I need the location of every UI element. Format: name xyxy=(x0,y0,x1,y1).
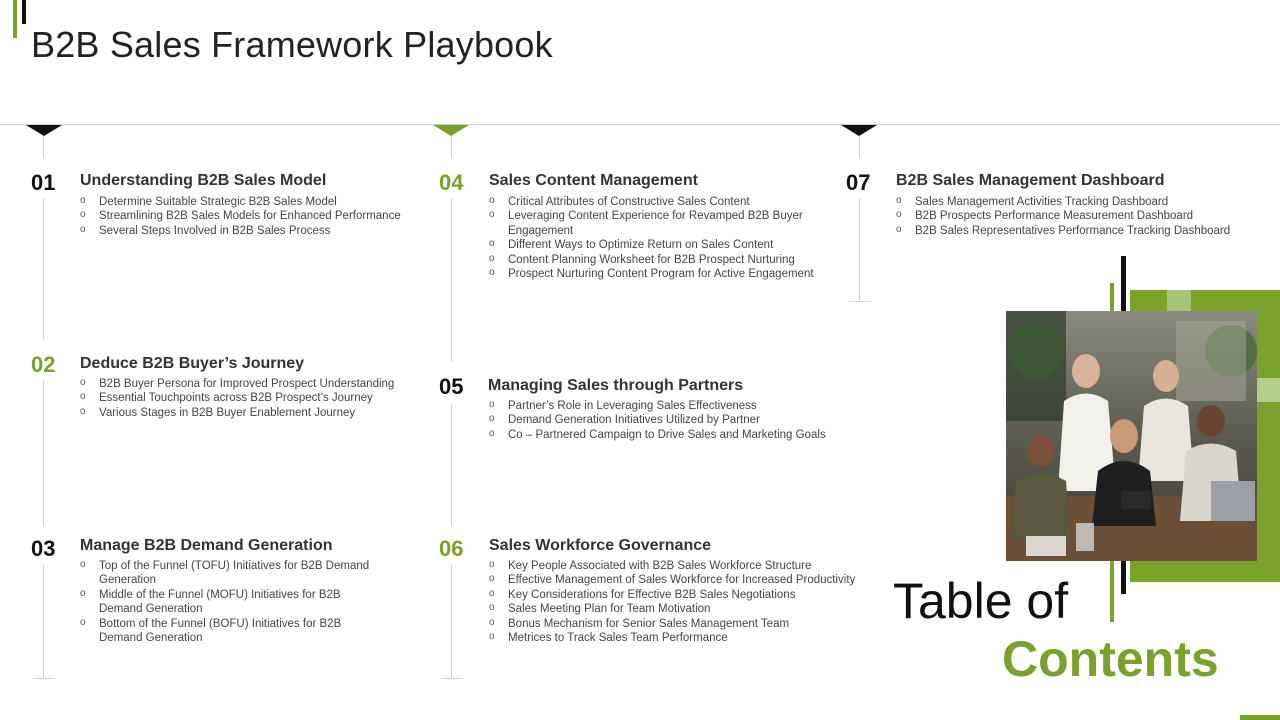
section-number-06: 06 xyxy=(439,536,464,561)
list-item[interactable]: o Different Ways to Optimize Return on Sales Content xyxy=(489,238,839,252)
list-item[interactable]: o Content Planning Worksheet for B2B Prospect Nurturing xyxy=(489,253,839,267)
list-item[interactable]: o Several Steps Involved in B2B Sales Process xyxy=(80,224,430,238)
section-title-05[interactable]: Managing Sales through Partners xyxy=(488,377,744,394)
list-item[interactable]: o Demand Generation Initiatives Utilized by Partner xyxy=(489,413,849,427)
section-title-04[interactable]: Sales Content Management xyxy=(489,172,698,189)
section-items-05 xyxy=(489,399,849,442)
section-title-01[interactable]: Understanding B2B Sales Model xyxy=(80,172,327,189)
title-accent-black-bar xyxy=(22,0,26,24)
list-item[interactable]: o Determine Suitable Strategic B2B Sales Model xyxy=(80,195,430,209)
section-title-03[interactable]: Manage B2B Demand Generation xyxy=(80,537,333,554)
column-2-timeline xyxy=(451,565,452,678)
list-item[interactable]: o Bonus Mechanism for Senior Sales Management Team xyxy=(489,617,879,631)
toc-heading-line1: Table of xyxy=(893,573,1069,629)
list-item[interactable]: o B2B Sales Representatives Performance Tracking Dashboard xyxy=(896,224,1266,238)
list-item[interactable]: o Leveraging Content Experience for Revamped B2B Buyer Engagement xyxy=(489,209,809,238)
column-2-timeline-end xyxy=(441,678,463,679)
column-3-timeline xyxy=(859,136,860,158)
section-number-05: 05 xyxy=(439,374,464,399)
section-items-01 xyxy=(80,195,430,238)
section-items-03 xyxy=(80,559,380,645)
page-title: B2B Sales Framework Playbook xyxy=(31,24,553,65)
bottom-right-accent-bar xyxy=(1240,715,1280,720)
team-photo xyxy=(1006,311,1257,561)
list-item[interactable]: o Various Stages in B2B Buyer Enablement Journey xyxy=(80,406,430,420)
column-3-timeline xyxy=(859,198,860,301)
toc-heading-line2: Contents xyxy=(1002,631,1219,687)
list-item[interactable]: o Middle of the Funnel (MOFU) Initiatives for B2B Demand Generation xyxy=(80,588,380,617)
decorative-black-bar xyxy=(1121,256,1126,314)
header-divider xyxy=(0,124,1280,125)
list-item[interactable]: o Co – Partnered Campaign to Drive Sales and Marketing Goals xyxy=(489,428,849,442)
list-item[interactable]: o Partner’s Role in Leveraging Sales Effectiveness xyxy=(489,399,849,413)
section-title-07[interactable]: B2B Sales Management Dashboard xyxy=(896,172,1165,189)
list-item[interactable]: o B2B Buyer Persona for Improved Prospect Understanding xyxy=(80,377,430,391)
list-item[interactable]: o Streamlining B2B Sales Models for Enhanced Performance xyxy=(80,209,430,223)
list-item[interactable]: o Top of the Funnel (TOFU) Initiatives for B2B Demand Generation xyxy=(80,559,380,588)
list-item[interactable]: o Key Considerations for Effective B2B Sales Negotiations xyxy=(489,588,879,602)
section-title-02[interactable]: Deduce B2B Buyer’s Journey xyxy=(80,355,305,372)
list-item[interactable]: o Essential Touchpoints across B2B Prospect’s Journey xyxy=(80,391,430,405)
section-number-03: 03 xyxy=(31,536,56,561)
column-1-timeline xyxy=(43,136,44,158)
column-2-timeline xyxy=(451,198,452,362)
section-title-06[interactable]: Sales Workforce Governance xyxy=(489,537,712,554)
column-3-timeline-end xyxy=(849,301,871,302)
section-items-07 xyxy=(896,195,1266,238)
list-item[interactable]: o Sales Management Activities Tracking Dashboard xyxy=(896,195,1266,209)
decorative-black-bar xyxy=(1121,560,1126,594)
section-number-01: 01 xyxy=(31,170,56,195)
column-1-marker xyxy=(26,125,62,136)
section-number-04: 04 xyxy=(439,170,464,195)
section-items-06 xyxy=(489,559,879,645)
column-1-timeline-end xyxy=(33,678,55,679)
team-photo-illustration xyxy=(1006,311,1257,561)
section-number-07: 07 xyxy=(846,170,871,195)
list-item[interactable]: o Sales Meeting Plan for Team Motivation xyxy=(489,602,879,616)
column-1-timeline xyxy=(43,380,44,526)
column-2-marker xyxy=(433,125,469,136)
column-1-timeline xyxy=(43,565,44,678)
column-2-timeline xyxy=(451,136,452,158)
column-3-marker xyxy=(841,125,877,136)
column-2-timeline xyxy=(451,404,452,526)
list-item[interactable]: o Effective Management of Sales Workforce for Increased Productivity xyxy=(489,573,879,587)
decorative-light-square xyxy=(1256,378,1280,402)
list-item[interactable]: o Bottom of the Funnel (BOFU) Initiatives for B2B Demand Generation xyxy=(80,617,380,646)
list-item[interactable]: o Metrices to Track Sales Team Performance xyxy=(489,631,879,645)
section-items-04 xyxy=(489,195,839,281)
column-1-timeline xyxy=(43,198,44,340)
section-number-02: 02 xyxy=(31,352,56,377)
title-accent-green-bar xyxy=(13,0,17,38)
list-item[interactable]: o B2B Prospects Performance Measurement Dashboard xyxy=(896,209,1266,223)
list-item[interactable]: o Critical Attributes of Constructive Sales Content xyxy=(489,195,839,209)
list-item[interactable]: o Key People Associated with B2B Sales Workforce Structure xyxy=(489,559,879,573)
section-items-02 xyxy=(80,377,430,420)
decorative-green-bar xyxy=(1110,560,1114,622)
list-item[interactable]: o Prospect Nurturing Content Program for Active Engagement xyxy=(489,267,839,281)
